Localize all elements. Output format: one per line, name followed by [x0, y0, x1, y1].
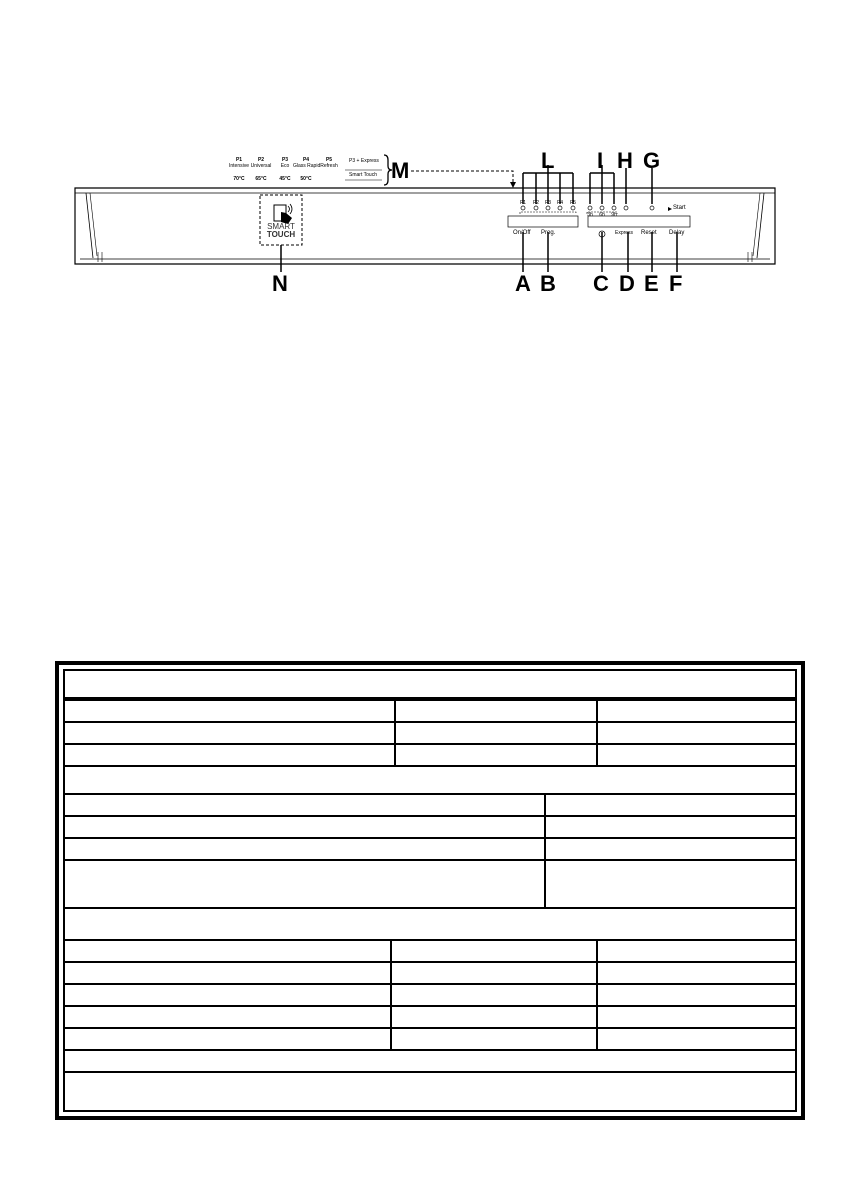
table-row: [63, 793, 797, 817]
m-arrow: [411, 171, 513, 184]
table-row: [63, 1049, 797, 1073]
led-label: P1: [519, 200, 527, 206]
table-row: [63, 939, 797, 963]
table-cell: [390, 939, 598, 963]
smart-touch-small-label: Smart Touch: [349, 172, 377, 178]
program-code: P2: [257, 157, 265, 163]
program-display: [508, 216, 578, 227]
callout-G: G: [643, 148, 661, 173]
callout-F: F: [669, 271, 683, 296]
table-cell: [394, 743, 598, 767]
table-cell: [596, 983, 797, 1007]
smart-touch-logo-line2: TOUCH: [266, 230, 296, 239]
callout-B: B: [540, 271, 556, 296]
delay-button[interactable]: Delay: [669, 230, 685, 236]
led-label: P5: [569, 200, 577, 206]
table-row: [63, 837, 797, 861]
table-row: [63, 1027, 797, 1051]
table-cell: [390, 983, 598, 1007]
table-cell: [596, 961, 797, 985]
table-cell: [63, 1027, 392, 1051]
table-cell: [63, 1071, 797, 1112]
table-row: [63, 961, 797, 985]
table-row: [63, 699, 797, 723]
callout-D: D: [619, 271, 635, 296]
start-label: Start: [673, 205, 686, 211]
table-row: [63, 721, 797, 745]
callout-A: A: [515, 271, 531, 296]
led-label: P4: [556, 200, 564, 206]
table-cell: [596, 939, 797, 963]
table-cell: [63, 793, 546, 817]
callout-L: L: [541, 148, 555, 173]
table-row: [63, 907, 797, 941]
program-temp: 70°C: [233, 176, 245, 182]
table-cell: [63, 859, 546, 909]
prog-button[interactable]: Prog.: [541, 230, 556, 236]
table-cell: [63, 1005, 392, 1029]
table-row: [63, 669, 797, 699]
panel-left-end: [86, 193, 93, 258]
program-temp: 45°C: [279, 176, 291, 182]
program-temp: 65°C: [255, 176, 267, 182]
table-cell: [63, 699, 396, 723]
table-cell: [596, 699, 797, 723]
table-cell: [63, 907, 797, 941]
table-cell: [394, 699, 598, 723]
table-cell: [63, 815, 546, 839]
table-cell: [63, 961, 392, 985]
panel-left-end-2: [90, 193, 97, 256]
table-cell: [63, 669, 797, 699]
control-panel-diagram: [0, 0, 850, 320]
led-label: P3: [544, 200, 552, 206]
table-cell: [63, 939, 392, 963]
table-cell: [596, 1005, 797, 1029]
control-panel-drawing: [0, 0, 850, 320]
panel-right-end: [757, 193, 764, 258]
program-code: P1: [235, 157, 243, 163]
table-cell: [63, 721, 396, 745]
blank-table: [55, 661, 805, 1120]
table-row: [63, 1005, 797, 1029]
table-cell: [544, 815, 797, 839]
table-cell: [63, 765, 797, 795]
led-label: P2: [532, 200, 540, 206]
table-cell: [544, 837, 797, 861]
table-row: [63, 765, 797, 795]
callout-I: I: [597, 148, 604, 173]
table-row: [63, 815, 797, 839]
delay-label: 3h: [587, 212, 593, 218]
program-code: P4: [302, 157, 310, 163]
panel-right-end-2: [753, 193, 760, 256]
program-code: P3: [281, 157, 289, 163]
callout-H: H: [617, 148, 633, 173]
table-cell: [390, 1027, 598, 1051]
table-cell: [596, 721, 797, 745]
callout-C: C: [593, 271, 609, 296]
table-cell: [390, 961, 598, 985]
reset-button[interactable]: Reset: [641, 230, 657, 236]
table-cell: [63, 837, 546, 861]
table-cell: [544, 793, 797, 817]
table-cell: [63, 743, 396, 767]
delay-label: 9h: [611, 212, 617, 218]
program-name: Refresh: [320, 163, 338, 169]
table-cell: [544, 859, 797, 909]
callout-N: N: [272, 271, 288, 296]
table-cell: [596, 743, 797, 767]
on-off-button[interactable]: On/Off: [513, 230, 531, 236]
delay-label: 6h: [599, 212, 605, 218]
table-cell: [596, 1027, 797, 1051]
table-cell: [394, 721, 598, 745]
table-cell: [63, 983, 392, 1007]
program-name: Intensive: [228, 163, 249, 169]
panel-outline: [75, 188, 775, 264]
smart-touch-logo-line1: SMART: [267, 222, 295, 231]
program-code: P5: [325, 157, 333, 163]
program-name: Eco: [280, 163, 290, 169]
table-cell: [63, 1049, 797, 1073]
table-row: [63, 1071, 797, 1112]
table-cell: [390, 1005, 598, 1029]
program-name: Glass Rapid: [293, 163, 321, 169]
program-temp: 50°C: [300, 176, 312, 182]
program-name: Universal: [250, 163, 272, 169]
express-label: P3 + Express: [349, 158, 379, 164]
callout-M: M: [391, 158, 410, 183]
table-row: [63, 743, 797, 767]
express-button[interactable]: Express: [615, 230, 634, 236]
callout-E: E: [644, 271, 659, 296]
table-row: [63, 983, 797, 1007]
table-row: [63, 859, 797, 909]
